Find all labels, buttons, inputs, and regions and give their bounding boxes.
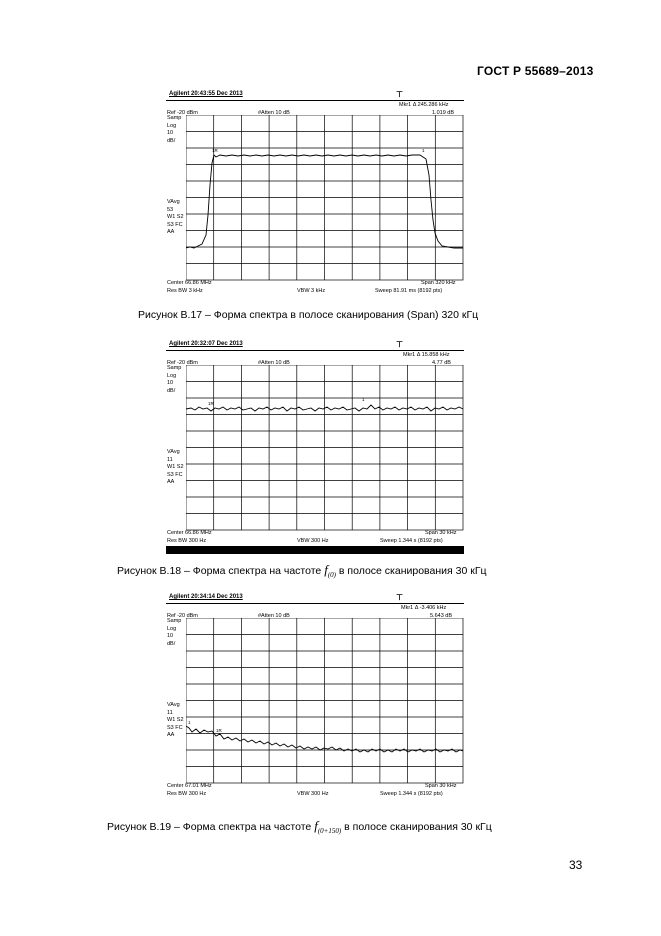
ref-level: Ref -20 dBm	[167, 360, 198, 366]
marker-delta-value: 5.643 dB	[430, 613, 453, 619]
trigger-icon: ⊤	[396, 340, 403, 349]
analyzer-timestamp: Agilent 20:32:07 Dec 2013	[169, 341, 243, 347]
span: Span 30 kHz	[425, 530, 457, 536]
marker-delta-value: 4.77 dB	[432, 360, 451, 366]
res-bw: Res BW 300 Hz	[167, 791, 207, 797]
figure-caption-3	[107, 818, 492, 835]
ref-level: Ref -20 dBm	[167, 110, 198, 116]
ref-level: Ref -20 dBm	[167, 613, 198, 619]
spectrum-figure-1	[166, 90, 464, 300]
status-bar	[166, 546, 464, 554]
scale-type: Log	[167, 625, 177, 632]
analyzer-title-bar	[166, 340, 464, 351]
trace-state-2: S3 FC	[167, 724, 183, 731]
span: Span 30 kHz	[425, 783, 457, 789]
marker-delta-label: Mkr1 Δ 15.858 kHz	[403, 352, 450, 358]
marker-delta-value: 1.019 dB	[432, 110, 455, 116]
trigger-icon: ⊤	[396, 90, 403, 99]
spectrum-plot-3	[186, 618, 464, 784]
averaging-mode: VAvg	[167, 449, 180, 455]
scale-value: 10	[167, 380, 174, 386]
sweep: Sweep 81.91 ms (8192 pts)	[375, 288, 443, 294]
averaging-mode: VAvg	[167, 199, 180, 205]
marker-1-label: 1	[188, 720, 191, 725]
marker-1-label: 1R	[208, 401, 214, 406]
center-frequency: Center 67.01 MHz	[167, 783, 212, 789]
center-frequency: Center 66.86 MHz	[167, 530, 212, 536]
center-frequency: Center 66.86 MHz	[167, 280, 212, 286]
averaging-mode: VAvg	[167, 702, 180, 708]
trace-state-2: S3 FC	[167, 471, 183, 478]
marker-1-delta: 1	[422, 148, 425, 153]
vbw: VBW 3 kHz	[297, 288, 326, 294]
trace-state-1: W1 S2	[167, 717, 184, 723]
sweep: Sweep 1.344 s (8192 pts)	[380, 538, 443, 544]
document-header: ГОСТ Р 55689–2013	[477, 64, 594, 78]
trace-state-2: S3 FC	[167, 221, 183, 228]
scale-value: 10	[167, 130, 174, 136]
res-bw: Res BW 300 Hz	[167, 538, 207, 544]
marker-delta-label: Mkr1 Δ -3.406 kHz	[401, 605, 447, 611]
caption-frequency-symbol: f	[314, 818, 318, 833]
caption-frequency-symbol: f	[324, 562, 328, 577]
caption-text-after: в полосе сканирования 30 кГц	[344, 821, 492, 833]
page-number: 33	[569, 858, 583, 872]
analyzer-timestamp: Agilent 20:43:55 Dec 2013	[169, 91, 243, 97]
caption-frequency-subscript: (0)	[327, 571, 336, 579]
trigger-icon: ⊤	[396, 593, 403, 602]
marker-1-delta: 1R	[216, 728, 222, 733]
spectrum-plot-1	[186, 115, 464, 281]
spectrum-figure-2	[166, 340, 464, 560]
marker-delta-label: Mkr1 Δ 245.286 kHz	[399, 102, 449, 108]
averaging-count: 11	[167, 456, 173, 463]
analyzer-title-bar	[166, 90, 464, 101]
marker-1-delta: 1	[362, 397, 365, 402]
analyzer-title-bar	[166, 593, 464, 604]
trace-state-1: W1 S2	[167, 214, 184, 220]
marker-1-label: 1R	[212, 148, 218, 153]
res-bw: Res BW 3 kHz	[167, 288, 203, 294]
trace-state-1: W1 S2	[167, 464, 184, 470]
caption-frequency-subscript: (0+150)	[317, 827, 342, 835]
sweep: Sweep 1.344 s (8192 pts)	[380, 791, 443, 797]
spectrum-figure-3	[166, 593, 464, 813]
trace-state-3: AA	[167, 229, 175, 235]
attenuation: #Atten 10 dB	[258, 613, 290, 619]
scale-unit: dB/	[167, 640, 176, 647]
scale-type: Log	[167, 122, 177, 129]
scale-unit: dB/	[167, 387, 176, 394]
attenuation: #Atten 10 dB	[258, 110, 290, 116]
averaging-count: 11	[167, 709, 173, 716]
figure-caption-1: Рисунок В.17 – Форма спектра в полосе сканирования (Span) 320 кГц	[138, 309, 479, 321]
caption-text-before: Рисунок В.19 – Форма спектра на частоте	[107, 821, 312, 833]
scale-type: Log	[167, 372, 177, 379]
vbw: VBW 300 Hz	[297, 538, 329, 544]
spectrum-plot-2	[186, 365, 464, 531]
detector-mode: Samp	[167, 115, 182, 121]
detector-mode: Samp	[167, 365, 182, 371]
caption-text-before: Рисунок В.18 – Форма спектра на частоте	[117, 565, 322, 577]
caption-text-after: в полосе сканирования 30 кГц	[338, 565, 487, 577]
detector-mode: Samp	[167, 618, 182, 624]
span: Span 320 kHz	[421, 280, 456, 286]
trace-state-3: AA	[167, 479, 175, 485]
averaging-count: 53	[167, 206, 174, 213]
scale-unit: dB/	[167, 137, 176, 144]
figure-caption-2	[117, 562, 487, 579]
vbw: VBW 300 Hz	[297, 791, 329, 797]
trace-state-3: AA	[167, 732, 175, 738]
analyzer-timestamp: Agilent 20:34:14 Dec 2013	[169, 594, 243, 600]
attenuation: #Atten 10 dB	[258, 360, 290, 366]
scale-value: 10	[167, 633, 174, 639]
